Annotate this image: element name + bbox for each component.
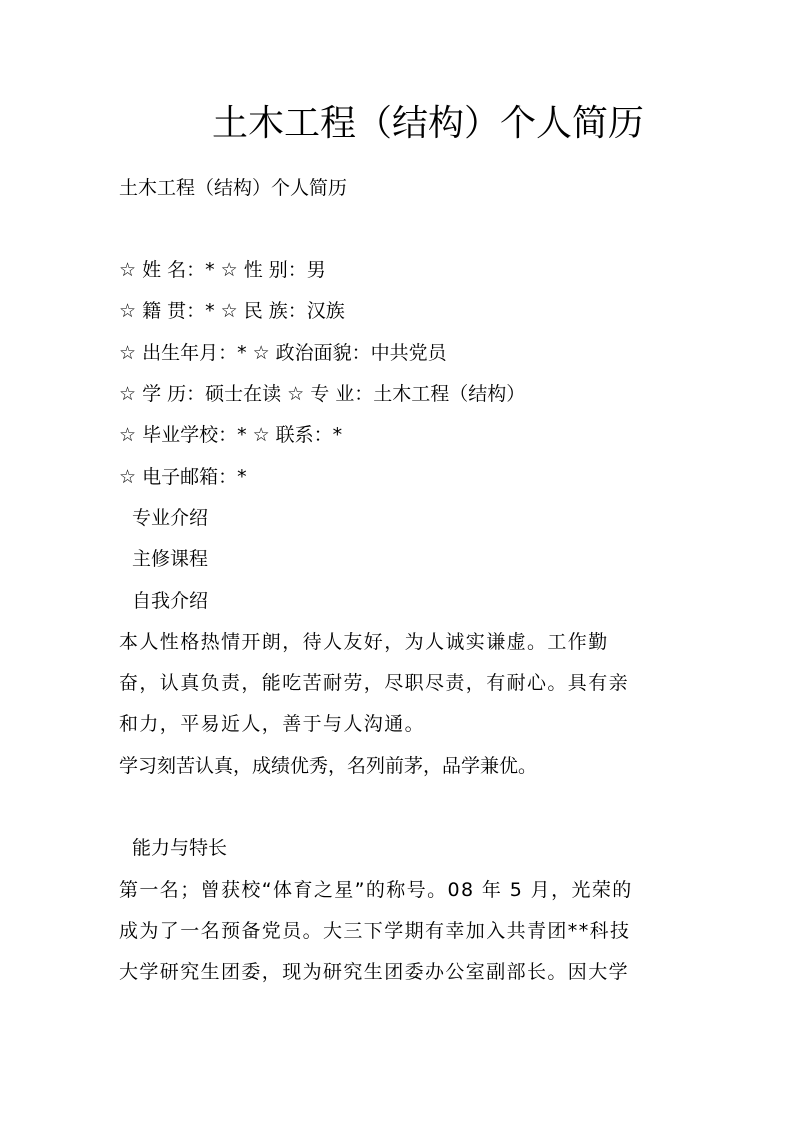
self-intro-line-3: 和力，平易近人，善于与人沟通。	[119, 713, 426, 735]
self-intro-line-4: 学习刻苦认真，成绩优秀，名列前茅，品学兼优。	[119, 755, 538, 777]
info-line-hometown-ethnicity: ☆ 籍 贯：* ☆ 民 族：汉族	[119, 300, 345, 322]
section-heading-major-intro: 专业介绍	[132, 507, 209, 529]
info-line-education-major: ☆ 学 历：硕士在读 ☆ 专 业：土木工程（结构）	[119, 383, 526, 405]
info-line-birth-political: ☆ 出生年月：* ☆ 政治面貌：中共党员	[119, 342, 447, 364]
self-intro-line-2: 奋，认真负责，能吃苦耐劳，尽职尽责，有耐心。具有亲	[119, 672, 630, 694]
info-line-name-gender: ☆ 姓 名：* ☆ 性 别：男	[119, 259, 326, 281]
info-line-school-contact: ☆ 毕业学校：* ☆ 联系：*	[119, 424, 343, 446]
ability-line-2: 成为了一名预备党员。大三下学期有幸加入共青团**科技	[119, 920, 631, 942]
section-heading-main-courses: 主修课程	[132, 548, 209, 570]
ability-line-1: 第一名；曾获校“体育之星”的称号。08 年 5 月，光荣的	[119, 879, 633, 901]
ability-line-3: 大学研究生团委，现为研究生团委办公室副部长。因大学	[119, 961, 630, 983]
self-intro-line-1: 本人性格热情开朗，待人友好，为人诚实谦虚。工作勤	[119, 631, 609, 653]
document-subtitle: 土木工程（结构）个人简历	[119, 177, 348, 199]
section-heading-self-intro: 自我介绍	[132, 590, 209, 612]
section-heading-ability: 能力与特长	[132, 837, 228, 859]
page-title: 土木工程（结构）个人简历	[212, 103, 645, 144]
info-line-email: ☆ 电子邮箱：*	[119, 466, 247, 488]
